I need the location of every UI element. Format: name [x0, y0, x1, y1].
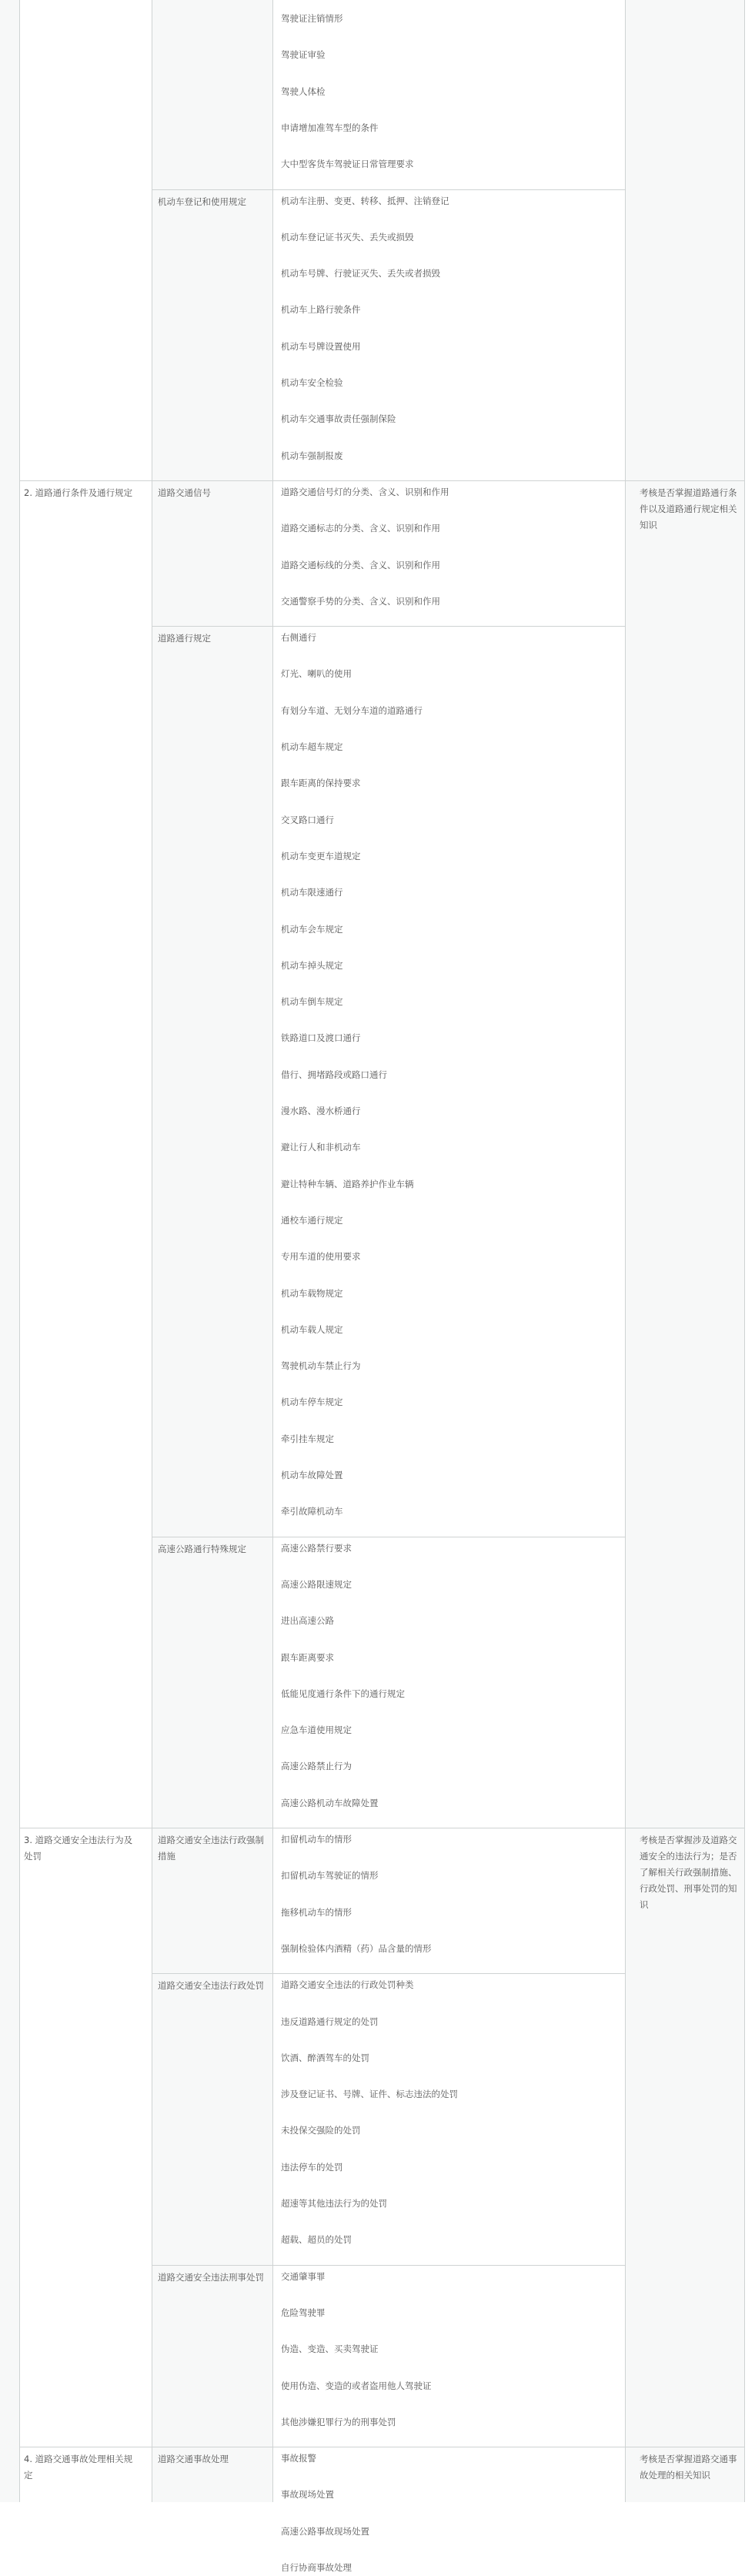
section-note: 考核是否掌握涉及道路交通安全的违法行为；是否了解相关行政强制措施、行政处罚、刑事处罚的知识	[640, 1835, 737, 1910]
item-text: 饮酒、醉酒驾车的处罚	[281, 2052, 369, 2063]
row-border	[152, 2265, 625, 2266]
item-text: 违反道路通行规定的处罚	[281, 2016, 379, 2027]
item-text: 扣留机动车的情形	[281, 1834, 352, 1845]
section-note: 考核是否掌握道路通行条件以及道路通行规定相关知识	[640, 487, 737, 530]
item-text: 有划分车道、无划分车道的道路通行	[281, 704, 423, 716]
item-text: 机动车掉头规定	[281, 959, 343, 971]
item-text: 高速公路机动车故障处置	[281, 1797, 379, 1808]
item-text: 高速公路禁止行为	[281, 1761, 352, 1772]
row-border	[152, 626, 625, 627]
item-text: 使用伪造、变造的或者盗用他人驾驶证	[281, 2380, 432, 2391]
item-text: 机动车载物规定	[281, 1287, 343, 1299]
group-label: 道路交通安全违法行政强制措施	[158, 1835, 264, 1862]
item-text: 进出高速公路	[281, 1615, 334, 1627]
left-margin-shade	[0, 0, 19, 2502]
item-text: 驾驶证审验	[281, 49, 326, 61]
item-text: 专用车道的使用要求	[281, 1251, 361, 1263]
item-text: 事故现场处置	[281, 2489, 334, 2501]
item-text: 高速公路禁行要求	[281, 1542, 352, 1554]
group-label: 道路交通安全违法行政处罚	[158, 1980, 264, 1992]
group-label: 道路交通事故处理	[158, 2454, 229, 2465]
row-border	[152, 1973, 625, 1974]
item-text: 交通警察手势的分类、含义、识别和作用	[281, 595, 440, 607]
item-text: 借行、拥堵路段或路口通行	[281, 1069, 387, 1080]
item-text: 通校车通行规定	[281, 1214, 343, 1226]
item-text: 机动车载人规定	[281, 1323, 343, 1335]
item-text: 避让行人和非机动车	[281, 1142, 361, 1153]
item-text: 驾驶证注销情形	[281, 13, 343, 24]
item-text: 伪造、变造、买卖驾驶证	[281, 2343, 379, 2355]
item-text: 涉及登记证书、号牌、证件、标志违法的处罚	[281, 2089, 458, 2100]
item-text: 未投保交强险的处罚	[281, 2125, 361, 2136]
item-text: 牵引挂车规定	[281, 1433, 334, 1444]
table-divider	[272, 0, 273, 2502]
item-text: 机动车交通事故责任强制保险	[281, 413, 396, 425]
item-text: 事故报警	[281, 2453, 316, 2464]
item-text: 机动车变更车道规定	[281, 850, 361, 861]
item-text: 跟车距离的保持要求	[281, 778, 361, 789]
item-text: 低能见度通行条件下的通行规定	[281, 1688, 405, 1699]
item-text: 机动车号牌设置使用	[281, 340, 361, 352]
item-text: 拖移机动车的情形	[281, 1906, 352, 1918]
item-text: 机动车停车规定	[281, 1397, 343, 1408]
section-label: 3. 道路交通安全违法行为及处罚	[24, 1835, 133, 1862]
table-border-right	[744, 0, 745, 2502]
item-text: 驾驶人体检	[281, 85, 326, 97]
item-text: 漫水路、漫水桥通行	[281, 1106, 361, 1116]
section-label: 2. 道路通行条件及通行规定	[24, 487, 133, 498]
item-text: 机动车注册、变更、转移、抵押、注销登记	[281, 195, 449, 206]
section-label: 4. 道路交通事故处理相关规定	[24, 2454, 133, 2481]
item-text: 牵引故障机动车	[281, 1506, 343, 1517]
item-text: 机动车安全检验	[281, 377, 343, 388]
item-text: 道路交通标志的分类、含义、识别和作用	[281, 523, 440, 534]
item-text: 避让特种车辆、道路养护作业车辆	[281, 1178, 414, 1189]
item-text: 危险驾驶罪	[281, 2307, 326, 2318]
item-text: 强制检验体内酒精（药）品含量的情形	[281, 1942, 432, 1954]
row-border	[19, 480, 744, 481]
item-text: 违法停车的处罚	[281, 2161, 343, 2173]
item-text: 机动车倒车规定	[281, 996, 343, 1008]
table-divider	[625, 0, 626, 2502]
table-border-left	[19, 0, 20, 2502]
item-text: 交叉路口通行	[281, 814, 334, 825]
item-text: 自行协商事故处理	[281, 2562, 352, 2573]
item-text: 高速公路限速规定	[281, 1578, 352, 1590]
item-text: 应急车道使用规定	[281, 1725, 352, 1736]
item-text: 机动车会车规定	[281, 923, 343, 935]
group-label: 高速公路通行特殊规定	[158, 1543, 246, 1554]
item-text: 道路交通信号灯的分类、含义、识别和作用	[281, 486, 449, 497]
item-text: 机动车限速通行	[281, 887, 343, 898]
item-text: 道路交通安全违法的行政处罚种类	[281, 1979, 414, 1991]
item-text: 机动车强制报废	[281, 450, 343, 461]
item-text: 跟车距离要求	[281, 1651, 334, 1663]
item-text: 右侧通行	[281, 632, 316, 644]
item-text: 高速公路事故现场处置	[281, 2525, 369, 2537]
row-border	[152, 189, 625, 190]
group-label: 道路交通信号	[158, 487, 211, 498]
item-text: 其他涉嫌犯罪行为的刑事处罚	[281, 2416, 396, 2427]
item-text: 铁路道口及渡口通行	[281, 1032, 361, 1044]
item-text: 机动车号牌、行驶证灭失、丢失或者损毁	[281, 268, 440, 279]
item-text: 驾驶机动车禁止行为	[281, 1360, 361, 1372]
item-text: 超载、超员的处罚	[281, 2234, 352, 2246]
item-text: 道路交通标线的分类、含义、识别和作用	[281, 559, 440, 570]
note-column-shade	[625, 0, 744, 2502]
item-text: 交通肇事罪	[281, 2270, 326, 2282]
item-text: 机动车故障处置	[281, 1470, 343, 1480]
group-label: 道路交通安全违法刑事处罚	[158, 2271, 264, 2283]
item-text: 申请增加准驾车型的条件	[281, 122, 379, 133]
item-text: 扣留机动车驾驶证的情形	[281, 1870, 379, 1882]
category-column-shade	[152, 0, 272, 2502]
item-text: 大中型客货车驾驶证日常管理要求	[281, 159, 414, 170]
item-text: 机动车上路行驶条件	[281, 304, 361, 316]
group-label: 机动车登记和使用规定	[158, 196, 246, 207]
item-text: 灯光、喇叭的使用	[281, 668, 352, 680]
section-note: 考核是否掌握道路交通事故处理的相关知识	[640, 2454, 737, 2481]
item-text: 超速等其他违法行为的处罚	[281, 2198, 387, 2209]
group-label: 道路通行规定	[158, 633, 211, 644]
item-text: 机动车登记证书灭失、丢失或损毁	[281, 231, 414, 243]
item-text: 机动车超车规定	[281, 741, 343, 752]
